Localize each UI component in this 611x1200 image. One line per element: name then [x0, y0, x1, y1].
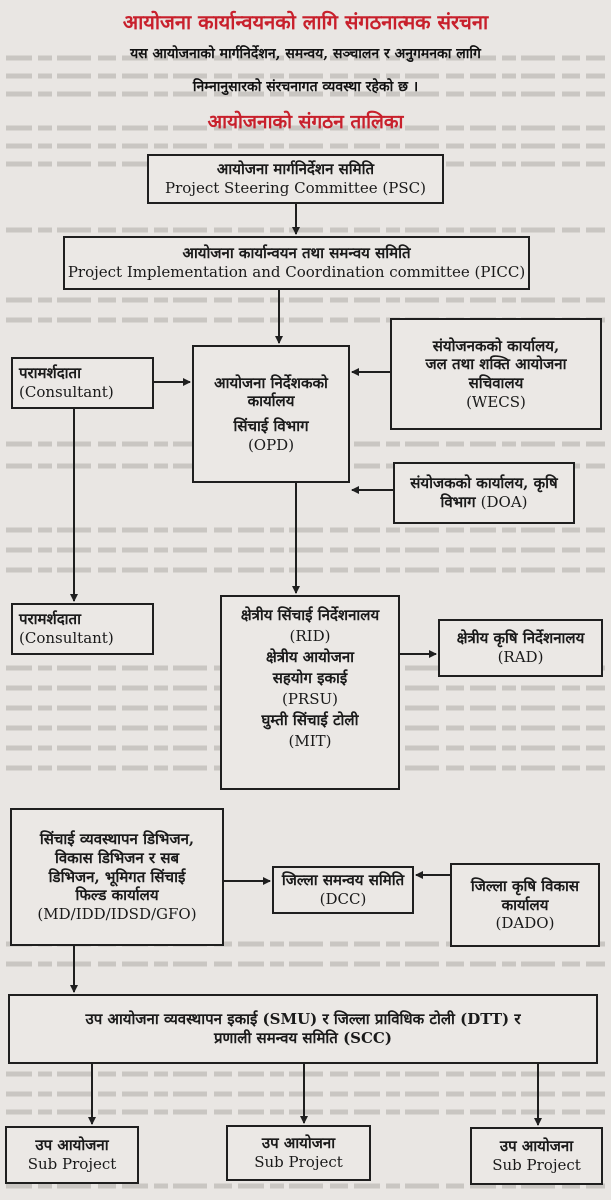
- sub-project-3-english: Sub Project: [492, 1156, 581, 1174]
- sub-project-box-1: [5, 1126, 139, 1184]
- md-nepali-2: विकास डिभिजन र सब: [54, 848, 180, 867]
- dado-box: [450, 863, 600, 947]
- dado-nepali-2: कार्यालय: [501, 895, 549, 914]
- dcc-box: [272, 866, 414, 914]
- dado-nepali-1: जिल्ला कृषि विकास: [470, 876, 580, 895]
- doa-box: [393, 462, 575, 524]
- consultant-2-nepali: परामर्शदाता: [19, 610, 81, 629]
- md-nepali-4: फिल्ड कार्यालय: [75, 886, 159, 905]
- rid-english-2: (PRSU): [281, 690, 338, 708]
- doa-nepali-1: संयोजकको कार्यालय, कृषि: [410, 473, 558, 492]
- rid-nepali-1: क्षेत्रीय सिंचाई निर्देशनालय: [240, 606, 380, 624]
- picc-english: Project Implementation and Coordination committee (PICC): [67, 263, 526, 281]
- opd-box: [192, 345, 350, 483]
- picc-nepali: आयोजना कार्यान्वयन तथा समन्वय समिति: [182, 244, 411, 263]
- smu-line-1: उप आयोजना व्यवस्थापन इकाई (SMU) र जिल्ला प्राविधिक टोली (DTT) र: [85, 1010, 521, 1029]
- psc-box: [147, 154, 444, 204]
- smu-box: [8, 994, 598, 1064]
- intro-line-2: निम्नानुसारको संरचनागत व्यवस्था रहेको छ ।: [192, 79, 419, 95]
- md-nepali-3: डिभिजन, भूमिगत सिंचाई: [48, 867, 186, 886]
- doa-nepali-2: विभाग: [440, 493, 476, 512]
- rid-english-3: (MIT): [288, 732, 332, 750]
- opd-nepali-3: सिंचाई विभाग: [233, 417, 309, 435]
- wecs-nepali-3: सचिवालय: [468, 374, 524, 392]
- sub-project-2-nepali: उप आयोजना: [261, 1134, 336, 1153]
- consultant-2-english: (Consultant): [19, 629, 114, 647]
- sub-project-box-2: [226, 1125, 371, 1181]
- sub-project-1-nepali: उप आयोजना: [35, 1136, 109, 1155]
- intro-line-1: यस आयोजनाको मार्गनिर्देशन, समन्वय, सञ्चालन र अनुगमनका लागि: [130, 46, 481, 62]
- rid-nepali-4: घुम्ती सिंचाई टोली: [261, 711, 359, 729]
- sub-project-3-nepali: उप आयोजना: [499, 1137, 574, 1156]
- opd-nepali-2: कार्यालय: [247, 392, 295, 411]
- rad-nepali: क्षेत्रीय कृषि निर्देशनालय: [456, 629, 585, 648]
- rid-english-1: (RID): [289, 627, 331, 645]
- dcc-english: (DCC): [319, 890, 367, 908]
- chart-title: आयोजनाको संगठन तालिका: [207, 111, 404, 133]
- dado-english: (DADO): [495, 914, 555, 933]
- wecs-box: [390, 318, 602, 430]
- opd-nepali-1: आयोजना निर्देशकको: [214, 373, 328, 392]
- dcc-nepali: जिल्ला समन्वय समिति: [281, 871, 405, 890]
- rad-box: [438, 619, 603, 677]
- consultant-box-1: [11, 357, 154, 409]
- rad-english: (RAD): [497, 648, 544, 666]
- sub-project-box-3: [470, 1127, 603, 1185]
- md-nepali-1: सिंचाई व्यवस्थापन डिभिजन,: [39, 830, 195, 849]
- psc-english: Project Steering Committee (PSC): [165, 179, 426, 197]
- wecs-nepali-1: संयोजनकको कार्यालय,: [432, 336, 560, 355]
- rid-nepali-3: सहयोग इकाई: [272, 669, 348, 687]
- consultant-1-nepali: परामर्शदाता: [19, 364, 81, 383]
- page-title: आयोजना कार्यान्वयनको लागि संगठनात्मक संरचना: [122, 10, 489, 34]
- rid-box: [220, 595, 400, 790]
- sub-project-2-english: Sub Project: [254, 1153, 343, 1171]
- md-box: [10, 808, 224, 946]
- opd-english: (OPD): [247, 435, 295, 454]
- psc-nepali: आयोजना मार्गनिर्देशन समिति: [216, 160, 375, 179]
- consultant-1-english: (Consultant): [19, 383, 114, 401]
- wecs-nepali-2: जल तथा शक्ति आयोजना: [425, 355, 567, 374]
- md-english: (MD/IDD/IDSD/GFO): [37, 905, 197, 924]
- wecs-english: (WECS): [466, 392, 526, 411]
- rid-nepali-2: क्षेत्रीय आयोजना: [265, 648, 355, 666]
- sub-project-1-english: Sub Project: [27, 1155, 117, 1173]
- picc-box: [63, 236, 530, 290]
- doa-english: (DOA): [480, 493, 528, 512]
- consultant-box-2: [11, 603, 154, 655]
- doa-line-2: [440, 492, 527, 512]
- smu-line-2: प्रणाली समन्वय समिति (SCC): [214, 1029, 392, 1047]
